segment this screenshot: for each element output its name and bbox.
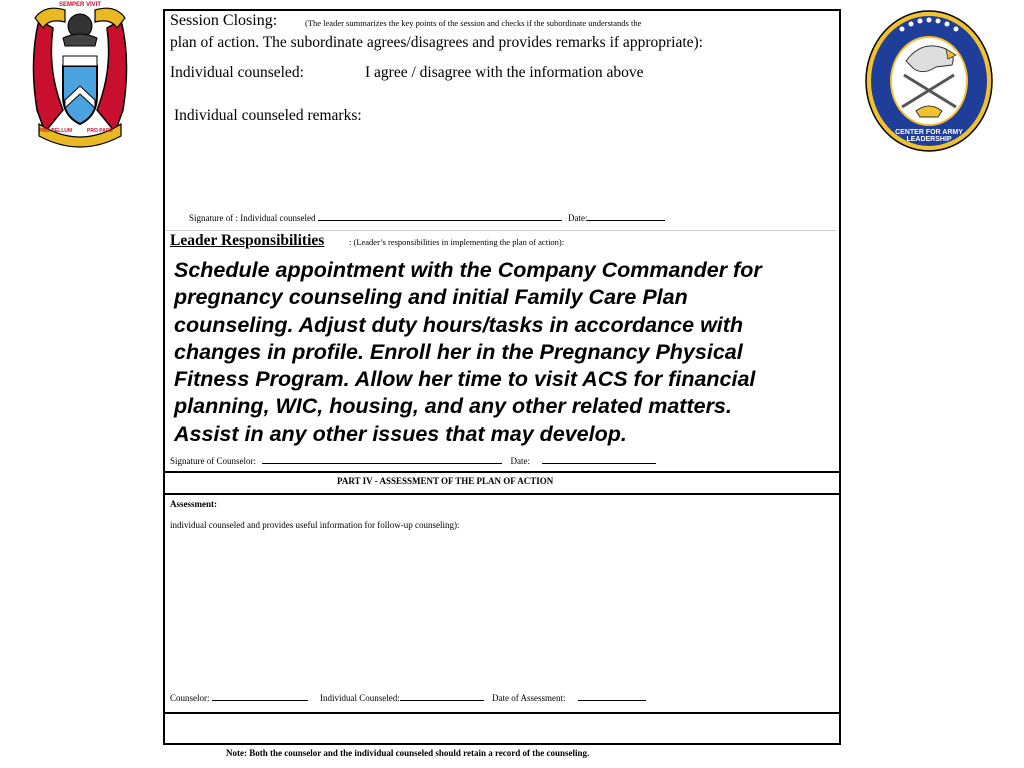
assessment-note: individual counseled and provides useful information for follow-up counseling): <box>170 520 460 530</box>
footer-note: Note: Both the counselor and the individual counseled should retain a record of the counseling. <box>226 748 590 758</box>
session-closing-line2: plan of action. The subordinate agrees/disagrees and provides remarks if appropriate): <box>170 34 703 51</box>
divider-3 <box>163 493 841 495</box>
individual-signature-label: Signature of : Individual counseled <box>189 213 316 223</box>
individual-signature-line <box>189 211 665 223</box>
divider-4 <box>163 712 841 714</box>
leader-title: Leader Responsibilities <box>170 232 325 249</box>
counselor-date-field[interactable] <box>542 454 656 464</box>
text-line: planning, WIC, housing, and any other related matters. <box>174 394 732 419</box>
individual-date-label: Date: <box>567 213 588 223</box>
text-line: pregnancy counseling and initial Family Care Plan <box>174 285 688 310</box>
counselor-signature-label: Signature of Counselor: <box>170 456 256 466</box>
assessment-label: Assessment: <box>170 499 217 509</box>
assessment-counselor-label: Counselor: <box>170 693 210 703</box>
assessment-signature-line <box>170 691 646 703</box>
divider-1 <box>166 230 836 231</box>
assessment-date-label: Date of Assessment: <box>492 693 566 703</box>
individual-counseled-label: Individual counseled: <box>170 64 304 81</box>
text-line: changes in profile. Enroll her in the Pregnancy Physical <box>174 339 743 364</box>
ring-text: CENTER FOR ARMY LEADERSHIP <box>895 129 963 143</box>
assessment-counseled-field[interactable] <box>400 691 484 701</box>
text-line: Assist in any other issues that may develop. <box>174 421 627 446</box>
assessment-date-field[interactable] <box>578 691 646 701</box>
center-for-army-leadership-logo <box>864 9 994 153</box>
crest-banner-left: PRO BELLUM <box>39 128 73 134</box>
session-closing-note: (The leader summarizes the key points of the session and checks if the subordinate understands the <box>305 18 642 28</box>
individual-date-field[interactable] <box>587 211 665 221</box>
counselor-signature-field[interactable] <box>262 454 502 464</box>
crest-logo <box>25 0 135 150</box>
assessment-counseled-label: Individual Counseled: <box>320 693 400 703</box>
text-line: counseling. Adjust duty hours/tasks in accordance with <box>174 312 744 337</box>
leader-responsibilities-text <box>174 257 762 448</box>
counselor-signature-line <box>170 454 656 466</box>
agree-disagree-text[interactable]: I agree / disagree with the information above <box>365 64 644 81</box>
text-line: Fitness Program. Allow her time to visit ACS for financial <box>174 367 756 392</box>
divider-2 <box>163 471 841 473</box>
individual-signature-field[interactable] <box>318 211 562 221</box>
text-line: Schedule appointment with the Company Commander for <box>174 258 762 282</box>
part4-header: PART IV - ASSESSMENT OF THE PLAN OF ACTION <box>337 476 554 486</box>
leader-note: : (Leader’s responsibilities in implementing the plan of action): <box>349 237 565 247</box>
remarks-label: Individual counseled remarks: <box>174 107 362 124</box>
counselor-date-label: Date: <box>510 456 530 466</box>
assessment-counselor-field[interactable] <box>212 691 308 701</box>
session-closing-title: Session Closing: <box>170 12 278 29</box>
crest-banner-top: SEMPER VIVIT <box>58 2 101 8</box>
crest-banner-right: PRO PACE <box>87 128 113 134</box>
